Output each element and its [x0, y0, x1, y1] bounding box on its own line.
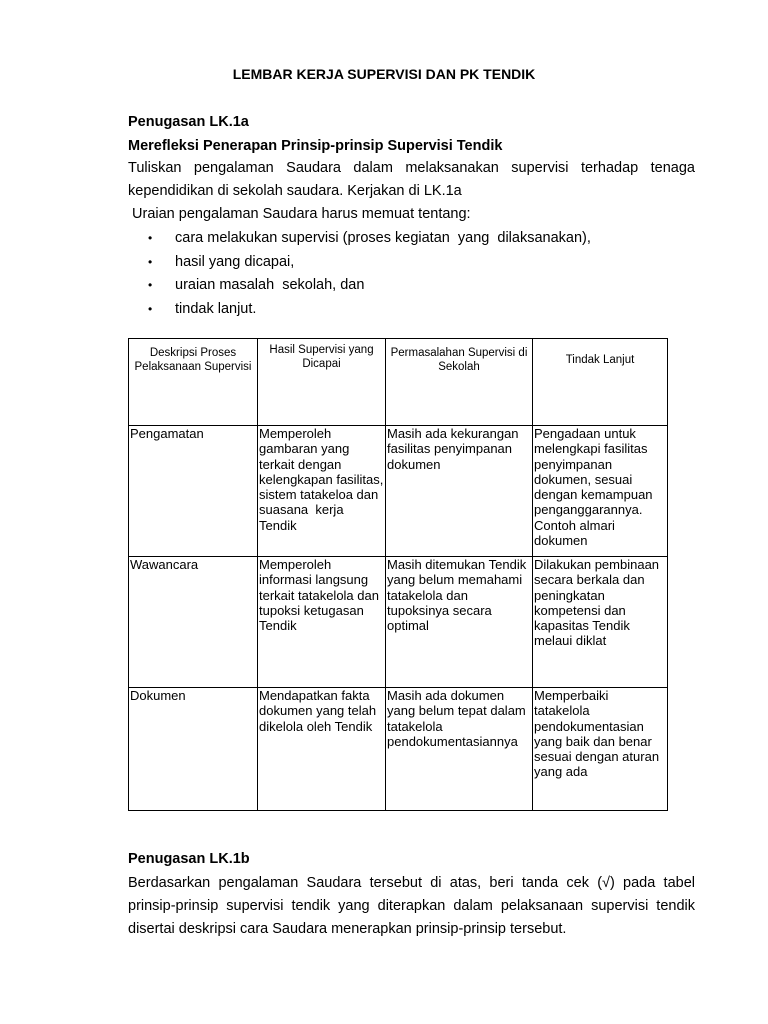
list-item: • cara melakukan supervisi (proses kegiatan yang dilaksanakan),: [148, 227, 591, 251]
bullet-icon: •: [148, 301, 153, 316]
cell-proses: Pengamatan: [129, 426, 258, 557]
bullet-icon: •: [148, 231, 153, 245]
cell-proses: Dokumen: [129, 688, 258, 811]
page-title: LEMBAR KERJA SUPERVISI DAN PK TENDIK: [232, 66, 536, 82]
instruction-line: disertai deskripsi cara Saudara menerapkan prinsip-prinsip tersebut.: [128, 921, 567, 937]
lk1a-table: [128, 338, 668, 811]
header-tindak-lanjut: Tindak Lanjut: [533, 339, 668, 426]
instruction-line: kependidikan di sekolah saudara. Kerjakan di LK.1a: [128, 183, 462, 199]
bullet-icon: •: [148, 278, 153, 292]
cell-tindak-lanjut: Dilakukan pembinaan secara berkala dan peningkatan kompetensi dan kapasitas Tendik melaui diklat: [533, 557, 668, 688]
list-item: • hasil yang dicapai,: [148, 251, 591, 275]
bullet-icon: •: [148, 254, 153, 269]
instruction-line: Berdasarkan pengalaman Saudara tersebut di atas, beri tanda cek (√) pada tabel: [128, 875, 695, 891]
cell-tindak-lanjut: Memperbaiki tatakelola pendokumentasian yang baik dan benar sesuai dengan aturan yang ada: [533, 688, 668, 811]
cell-masalah: Masih ada dokumen yang belum tepat dalam tatakelola pendokumentasiannya: [386, 688, 533, 811]
cell-masalah: Masih ditemukan Tendik yang belum memahami tatakelola dan tupoksinya secara optimal: [386, 557, 533, 688]
table-row: [129, 426, 668, 557]
lk1b-heading: Penugasan LK.1b: [128, 851, 250, 867]
header-masalah: Permasalahan Supervisi di Sekolah: [386, 339, 533, 426]
lk1a-heading: Penugasan LK.1a: [128, 114, 249, 130]
cell-tindak-lanjut: Pengadaan untuk melengkapi fasilitas penyimpanan dokumen, sesuai dengan kemampuan penganggarannya. Contoh almari dokumen: [533, 426, 668, 557]
cell-proses: Wawancara: [129, 557, 258, 688]
requirement-list: [148, 227, 591, 321]
list-item: • uraian masalah sekolah, dan: [148, 274, 591, 298]
cell-masalah: Masih ada kekurangan fasilitas penyimpanan dokumen: [386, 426, 533, 557]
table-header-row: [129, 339, 668, 426]
list-item: • tindak lanjut.: [148, 298, 591, 322]
cell-hasil: Memperoleh informasi langsung terkait tatakelola dan tupoksi ketugasan Tendik: [258, 557, 386, 688]
table-row: [129, 688, 668, 811]
instruction-line: prinsip-prinsip supervisi tendik yang diterapkan dalam pelaksanaan supervisi tendik: [128, 898, 695, 914]
header-proses: Deskripsi Proses Pelaksanaan Supervisi: [129, 339, 258, 426]
instruction-line: Tuliskan pengalaman Saudara dalam melaksanakan supervisi terhadap tenaga: [128, 160, 695, 176]
lk1a-subheading: Merefleksi Penerapan Prinsip-prinsip Supervisi Tendik: [128, 138, 503, 154]
cell-hasil: Memperoleh gambaran yang terkait dengan kelengkapan fasilitas, sistem tatakeloa dan suasana kerja Tendik: [258, 426, 386, 557]
instruction-intro: Uraian pengalaman Saudara harus memuat tentang:: [128, 206, 471, 222]
lk1a-instruction: [128, 157, 695, 226]
table-row: [129, 557, 668, 688]
cell-hasil: Mendapatkan fakta dokumen yang telah dikelola oleh Tendik: [258, 688, 386, 811]
header-hasil: Hasil Supervisi yang Dicapai: [258, 339, 386, 426]
lk1b-instruction: [128, 872, 695, 941]
